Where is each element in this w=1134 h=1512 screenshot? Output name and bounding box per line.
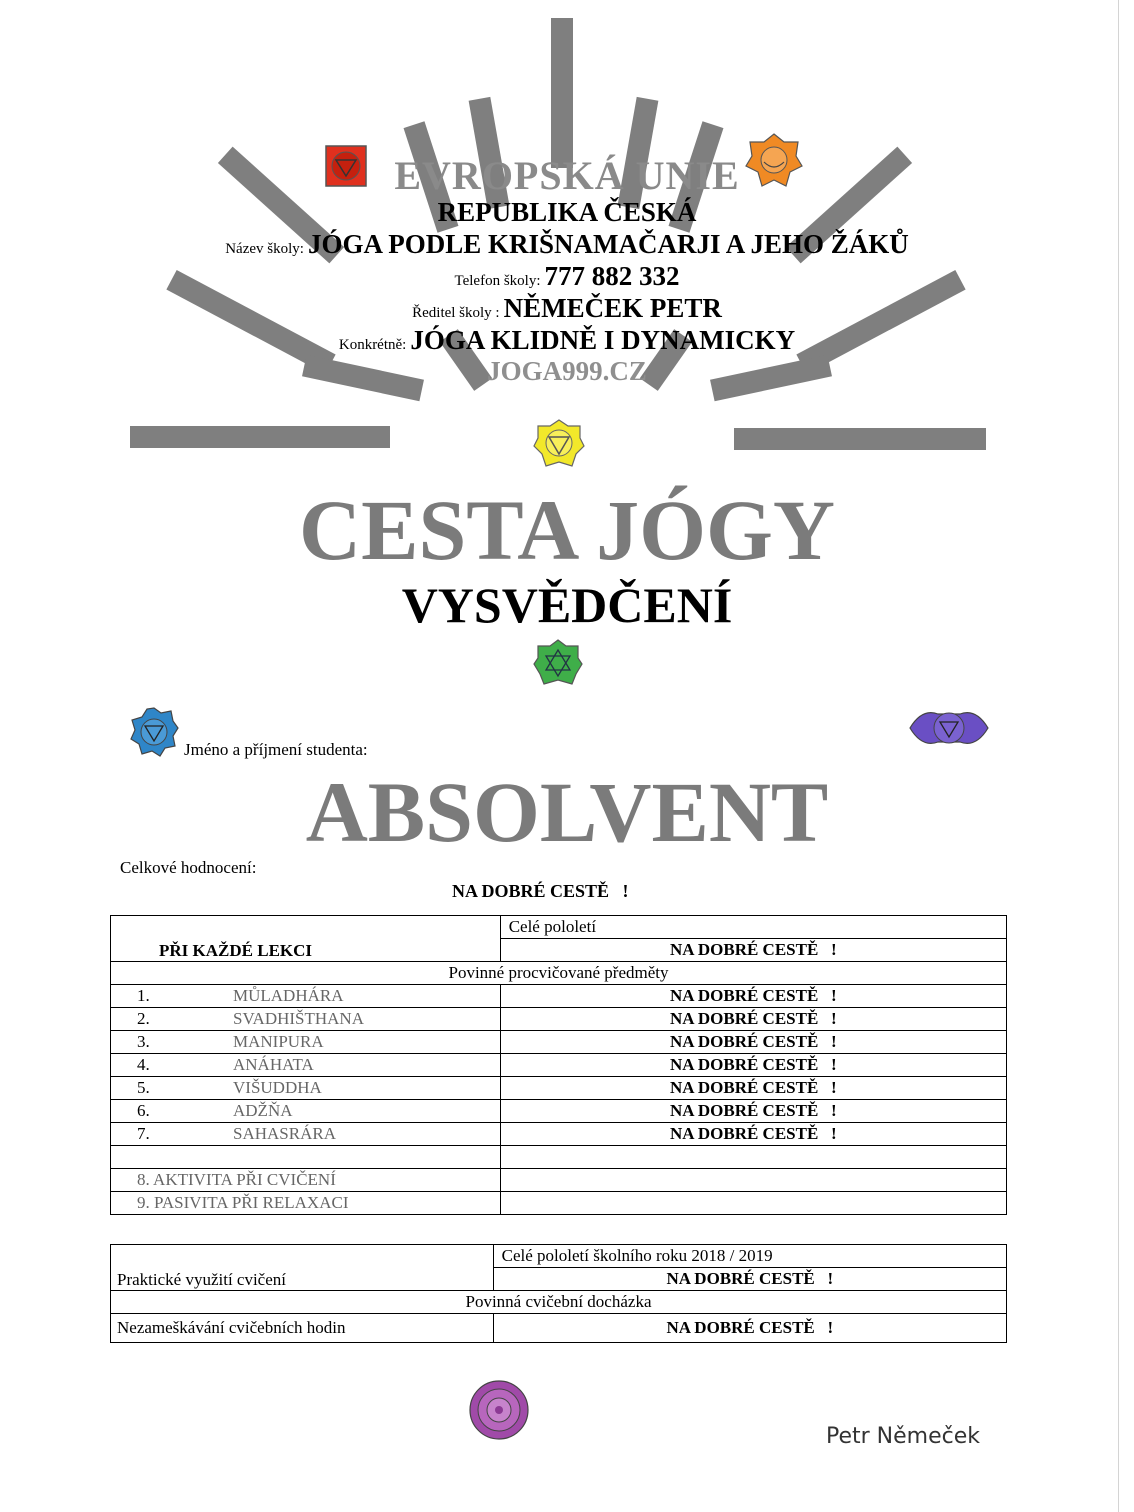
sahasrara-chakra-icon <box>466 1378 532 1442</box>
website: JOGA999.CZ <box>487 356 647 386</box>
school-phone: 777 882 332 <box>544 261 680 291</box>
period-label: Celé pololetí <box>500 916 1006 939</box>
row-grade <box>500 1169 1006 1192</box>
table-row <box>111 1146 1007 1169</box>
signature: Petr Němeček <box>826 1424 981 1449</box>
row-number: 2. <box>137 1009 150 1028</box>
director-label: Ředitel školy : <box>412 305 500 321</box>
specific-line <box>0 325 1134 356</box>
chakra-subject: ANÁHATA <box>233 1055 314 1074</box>
vishuddha-chakra-icon <box>128 706 180 758</box>
phone-line <box>0 261 1134 292</box>
row-number: 4. <box>137 1055 150 1074</box>
specific-label: Konkrétně: <box>338 337 407 353</box>
director-name: NĚMEČEK PETR <box>503 293 722 323</box>
student-name: ABSOLVENT <box>305 764 829 860</box>
table-row <box>111 1031 1007 1054</box>
school-name: JÓGA PODLE KRIŠNAMAČARJI A JEHO ŽÁKŮ <box>307 229 909 259</box>
table-row <box>111 1123 1007 1146</box>
practice-value: NA DOBRÉ CESTĚ ! <box>493 1268 1006 1291</box>
row-number: 5. <box>137 1078 150 1097</box>
table-row <box>111 1008 1007 1031</box>
chakra-subject: MŮLADHÁRA <box>233 986 344 1005</box>
empty-cell <box>500 1146 1006 1169</box>
chakra-subject: MANIPURA <box>233 1032 324 1051</box>
table-row <box>111 1192 1007 1215</box>
specific-value: JÓGA KLIDNĚ I DYNAMICKY <box>410 325 796 355</box>
row-grade: NA DOBRÉ CESTĚ ! <box>500 1100 1006 1123</box>
row-grade: NA DOBRÉ CESTĚ ! <box>500 1031 1006 1054</box>
row-number: 3. <box>137 1032 150 1051</box>
activity-label: 8. AKTIVITA PŘI CVIČENÍ <box>111 1169 501 1192</box>
anahata-chakra-icon <box>532 638 584 688</box>
row-grade: NA DOBRÉ CESTĚ ! <box>500 1008 1006 1031</box>
school-label: Název školy: <box>225 241 304 257</box>
certificate-subtitle: VYSVĚDČENÍ <box>401 577 733 633</box>
manipura-chakra-icon <box>532 418 586 468</box>
chakra-subject: ADŽŇA <box>233 1101 293 1120</box>
table-row <box>111 985 1007 1008</box>
country-heading: REPUBLIKA ČESKÁ <box>437 197 697 227</box>
passivity-label: 9. PASIVITA PŘI RELAXACI <box>111 1192 501 1215</box>
period-value: NA DOBRÉ CESTĚ ! <box>500 939 1006 962</box>
overall-label: Celkové hodnocení: <box>120 858 257 877</box>
table-row <box>111 1054 1007 1077</box>
lessons-header: PŘI KAŽDÉ LEKCI <box>111 916 501 962</box>
row-grade: NA DOBRÉ CESTĚ ! <box>500 1123 1006 1146</box>
table-row <box>111 1100 1007 1123</box>
ajna-chakra-icon <box>908 702 990 754</box>
overall-value: NA DOBRÉ CESTĚ ! <box>452 881 629 901</box>
table-row <box>111 1077 1007 1100</box>
student-label: Jméno a příjmení studenta: <box>184 740 368 759</box>
row-grade: NA DOBRÉ CESTĚ ! <box>500 985 1006 1008</box>
row-number: 1. <box>137 986 150 1005</box>
row-grade: NA DOBRÉ CESTĚ ! <box>500 1077 1006 1100</box>
section-label: Povinné procvičované předměty <box>111 962 1007 985</box>
chakra-subject: VIŠUDDHA <box>233 1078 322 1097</box>
director-line <box>0 293 1134 324</box>
empty-cell <box>111 1146 501 1169</box>
chakra-subject: SVADHIŠTHANA <box>233 1009 364 1028</box>
practice-table <box>110 1244 1007 1343</box>
union-heading: EVROPSKÁ UNIE <box>394 153 740 198</box>
attendance-value: NA DOBRÉ CESTĚ ! <box>493 1314 1006 1343</box>
school-line <box>0 229 1134 260</box>
row-grade <box>500 1192 1006 1215</box>
attendance-label: Nezameškávání cvičebních hodin <box>111 1314 494 1343</box>
lessons-table <box>110 915 1007 1215</box>
row-number: 7. <box>137 1124 150 1143</box>
table-row <box>111 1169 1007 1192</box>
phone-label: Telefon školy: <box>454 273 541 289</box>
row-number: 6. <box>137 1101 150 1120</box>
practice-label: Praktické využití cvičení <box>111 1245 494 1291</box>
certificate-title: CESTA JÓGY <box>298 482 836 578</box>
row-grade: NA DOBRÉ CESTĚ ! <box>500 1054 1006 1077</box>
school-year-period: Celé pololetí školního roku 2018 / 2019 <box>493 1245 1006 1268</box>
attendance-section: Povinná cvičební docházka <box>111 1291 1007 1314</box>
chakra-subject: SAHASRÁRA <box>233 1124 336 1143</box>
